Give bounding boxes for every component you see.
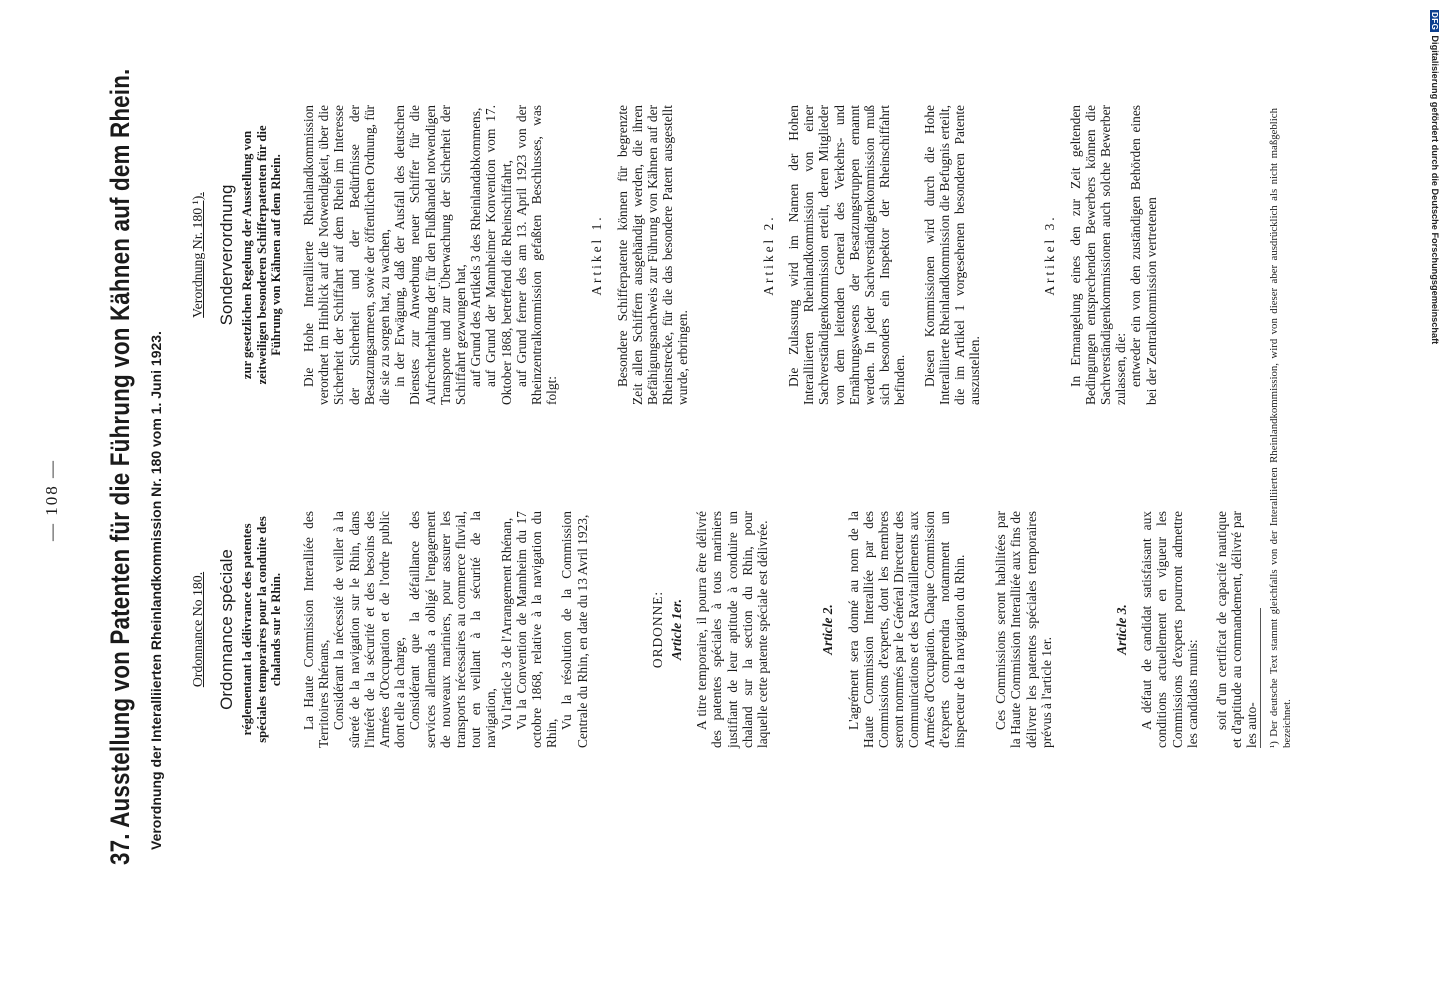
french-title: Ordonnance spéciale (217, 549, 237, 710)
dfg-funding-note (1430, 10, 1440, 400)
footnote-divider (1260, 608, 1261, 748)
french-article-3-text: soit d'un certificat de capacité nautique et d'aptitude au commandement, délivré par les auto- (1213, 511, 1260, 748)
french-preamble-paragraph: Vu l'article 3 de l'Arrangement Rhénan, (498, 517, 514, 730)
german-ordinance-number: Verordnung Nr. 180 ¹). (190, 192, 205, 318)
dfg-logo: DFG (1430, 12, 1439, 31)
french-preamble-paragraph: Considérant que la défaillance des services allemands a obligé l'engagement de nouveaux mariniers, pour assurer les transports nécessaires au commerce fluvial, tout en veillant à la sécurité de la navigation, (407, 511, 499, 748)
german-subtitle: zur gesetzlichen Regelung der Ausstellung von zeitweiligen besonderen Schifferpatenten für die Führung von Kähnen auf dem Rhein. (240, 125, 283, 385)
french-article-3-heading: Article 3. (1113, 604, 1129, 655)
section-heading: 37. Ausstellung von Patenten für die Führung von Kähnen auf dem Rhein. (105, 68, 135, 865)
german-article-3-text: In Ermangelung eines den zur Zeit geltenden Bedingungen entsprechenden Bewerbers können die Sachverständigenkommissionen auch solche Bewerber zulassen, die: (1067, 105, 1129, 405)
french-ordinance-number: Ordonnance No 180. (190, 571, 205, 688)
german-article-2-text: Die Zulassung wird im Namen der Hohen Interalliierten Rheinlandkommission von einer Sachverständigenkommission erteilt, deren Mitglieder von dem leitenden General des Verkehrs- und Ernährungswesens der Besatzungstruppen ernannt werden. In jeder Sachverständigenkommission muß sich besonders ein Inspektor der Rheinschiffahrt befinden. (785, 105, 908, 405)
german-preamble-paragraph: auf Grund der Mannheimer Konvention vom 17. Oktober 1868, betreffend die Rheinschiffahrt, (483, 105, 514, 405)
german-article-3-heading: Artikel 3. (1042, 214, 1058, 296)
french-subtitle: réglementant la délivrance des patentes spéciales temporaires pour la conduite des chalands sur le Rhin. (240, 516, 283, 743)
german-article-2-heading: Artikel 2. (760, 214, 776, 296)
german-preamble-paragraph: Die Hohe Interalliierte Rheinlandkommission verordnet im Hinblick auf die Notwendigkeit, über die Sicherheit der Schiffahrt auf dem Rhein im Interesse der Sicherheit und der Bedürfnisse der Besatzungsarmeen, sowie der öffentlichen Ordnung, für die sie zu sorgen hat, zu wachen, (301, 105, 393, 405)
german-preamble-paragraph: auf Grund des Artikels 3 des Rheinlandabkommens, (468, 107, 484, 387)
german-article-1-text: Besondere Schifferpatente können für begrenzte Zeit allen Schiffern ausgehändigt werden, die ihren Befähigungsnachweis zur Führung von Kähnen auf der Rheinstrecke, für die das besondere Patent ausgestellt wurde, erbringen. (614, 105, 691, 405)
page-number: — 108 — (42, 459, 61, 541)
french-article-1-text: A titre temporaire, il pourra être délivré des patentes spéciales à tous mariniers justifiant de leur aptitude à conduire un chaland sur la section du Rhin, pour laquelle cette patente spéciale est délivrée. (694, 511, 771, 748)
french-column (190, 511, 1260, 748)
german-preamble-paragraph: auf Grund ferner des am 13. April 1923 von der Rheinzentralkommission gefaßten Beschlusses, was folgt: (513, 105, 560, 405)
french-ordonne: ORDONNE: (649, 590, 665, 669)
german-title: Sonderverordnung (217, 184, 237, 326)
german-preamble-paragraph: in der Erwägung, daß der Ausfall des deutschen Dienstes zur Anwerbung neuer Schiffer für die Aufrechterhaltung der für den Flußhandel notwendigen Transporte und zur Überwachung der Sicherheit der Schiffahrt gezwungen hat, (392, 105, 469, 405)
french-preamble-paragraph: La Haute Commission Interalliée des Territoires Rhénans, (301, 511, 332, 748)
french-article-2-text: Ces Commissions seront habilitées par la Haute Commission Interalliée aux fins de délivrer les patentes spéciales temporaires prévus à l'article 1er. (993, 511, 1054, 748)
french-preamble-paragraph: Considérant la nécessité de veiller à la sûreté de la navigation sur le Rhin, dans l'intérêt de la sécurité et des besoins des Armées d'Occupation et de l'ordre public dont elle a la charge, (331, 511, 408, 748)
german-article-1-heading: Artikel 1. (589, 214, 605, 296)
dfg-note-text: Digitalisierung gefördert durch die Deutsche Forschungsgemeinschaft (1430, 35, 1440, 345)
section-subheading: Verordnung der Interalliierten Rheinlandkommission Nr. 180 vom 1. Juni 1923. (148, 331, 164, 850)
french-preamble-paragraph: Vu la résolution de la Commission Centrale du Rhin, en date du 13 Avril 1923, (559, 511, 590, 748)
french-article-2-heading: Article 2. (820, 604, 836, 655)
german-article-3-text: entweder ein von den zuständigen Behörden eines bei der Zentralkommission vertretenen (1128, 105, 1159, 405)
german-column (190, 105, 1159, 405)
french-article-3-text: A défaut de candidat satisfaisant aux conditions actuellement en vigueur les Commissions d'experts pourront admettre les candidats munis: (1139, 511, 1200, 748)
french-preamble-paragraph: Vu la Convention de Mannheim du 17 octobre 1868, relative à la navigation du Rhin, (513, 511, 560, 748)
german-article-2-text: Diesen Kommissionen wird durch die Hohe Interalliierte Rheinlandkommission die Befugnis erteilt, die im Artikel 1 vorgesehenen besonderen Patente auszustellen. (921, 105, 983, 405)
footnote: ¹) Der deutsche Text stammt gleichfalls von der Interalliierten Rheinlandkommission, wird von dieser aber ausdrücklich als nicht maßgeblich bezeichnet. (1268, 108, 1293, 748)
french-article-2-text: L'agrément sera donné au nom de la Haute Commission Interalliée par des Commissions d'experts, dont les membres seront nommés par le Général Directeur des Communications et des Ravitaillements aux Armées d'Occupation. Chaque Commission d'experts comprendra notamment un inspecteur de la navigation du Rhin. (845, 511, 967, 748)
french-article-1-heading: Article 1er. (669, 599, 685, 660)
